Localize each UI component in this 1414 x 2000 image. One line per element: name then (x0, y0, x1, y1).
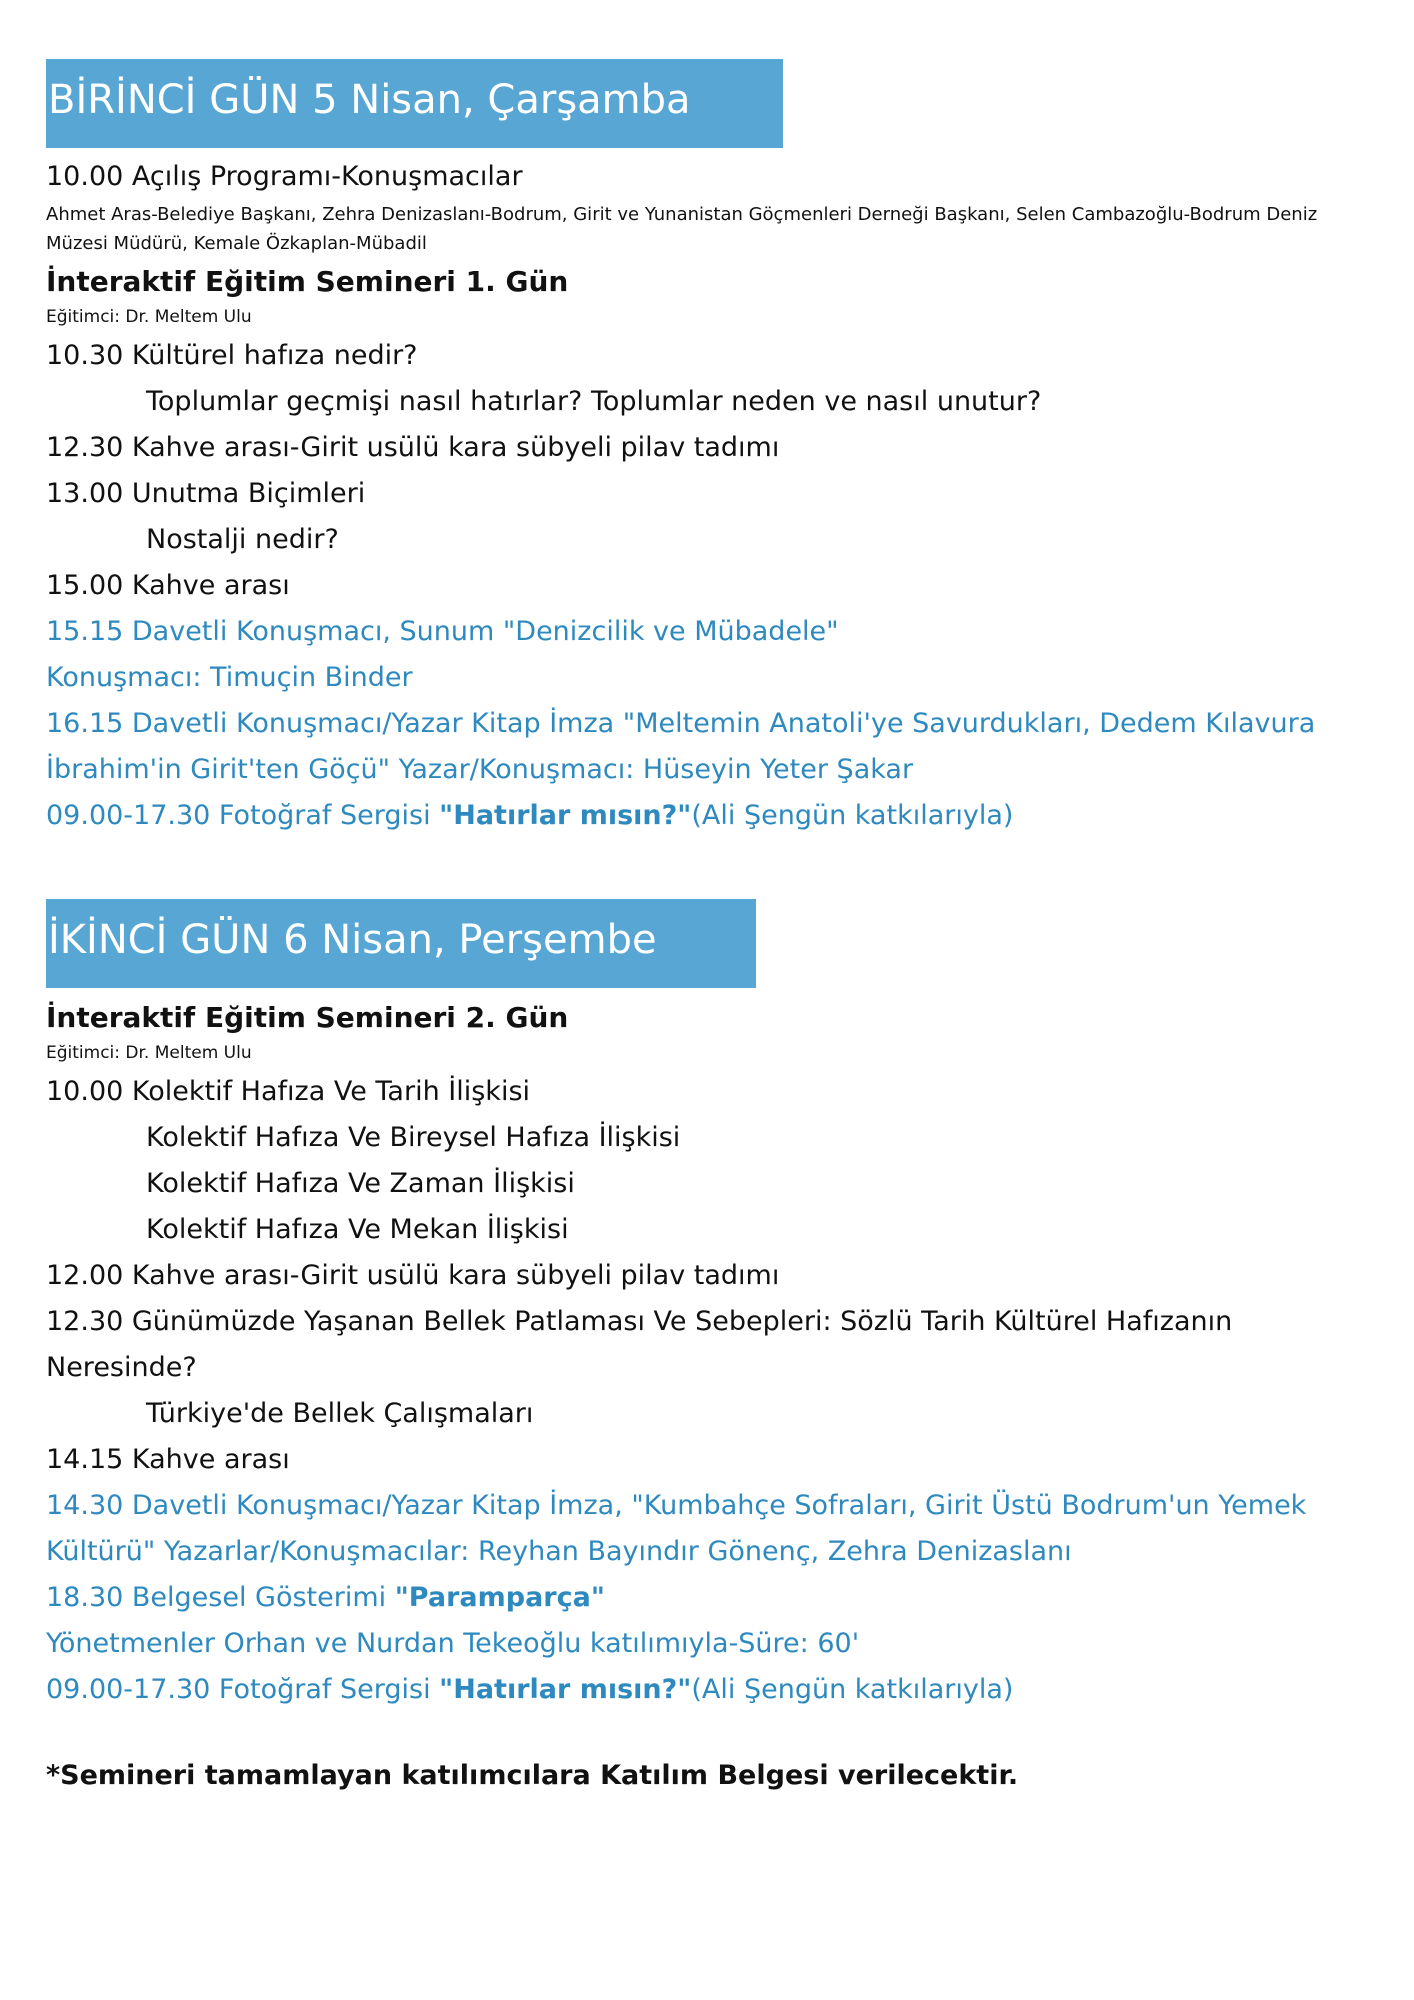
day1-sub-1300: Nostalji nedir? (146, 524, 339, 555)
day1-exhibit-prefix: 09.00-17.30 Fotoğraf Sergisi (46, 800, 440, 831)
day2-doc-title: "Paramparça" (394, 1582, 605, 1613)
day2-exhibit (46, 1667, 1366, 1713)
day2-sub-1000-c: Kolektif Hafıza Ve Mekan İlişkisi (146, 1214, 569, 1245)
day1-item-1500: 15.00 Kahve arası (46, 570, 290, 601)
program-page (46, 59, 1366, 1799)
day1-speakers: Ahmet Aras-Belediye Başkanı, Zehra Denizaslanı-Bodrum, Girit ve Yunanistan Göçmenleri Derneği Başkanı, Selen Cambazoğlu-Bodrum Deniz Müzesi Müdürü, Kemale Özkaplan-Mübadil (46, 204, 1318, 254)
day2-documentary (46, 1575, 1366, 1621)
day2-exhibit-title: "Hatırlar mısın?" (439, 1674, 692, 1705)
day1-sub-1030: Toplumlar geçmişi nasıl hatırlar? Toplumlar neden ve nasıl unutur? (146, 386, 1042, 417)
day2-sub-1000-b: Kolektif Hafıza Ve Zaman İlişkisi (146, 1168, 575, 1199)
day2-exhibit-prefix: 09.00-17.30 Fotoğraf Sergisi (46, 1674, 440, 1705)
day1-guest1-speaker: Konuşmacı: Timuçin Binder (46, 662, 413, 693)
day2-item-1200: 12.00 Kahve arası-Girit usülü kara sübyeli pilav tadımı (46, 1260, 780, 1291)
day1-item-1300: 13.00 Unutma Biçimleri (46, 478, 366, 509)
footer-note: *Semineri tamamlayan katılımcılara Katılım Belgesi verilecektir. (46, 1760, 1019, 1791)
day2-item-1415: 14.15 Kahve arası (46, 1444, 290, 1475)
day2-sub-1000-a: Kolektif Hafıza Ve Bireysel Hafıza İlişkisi (146, 1122, 681, 1153)
day1-exhibit-title: "Hatırlar mısın?" (439, 800, 692, 831)
day2-sub-1230: Türkiye'de Bellek Çalışmaları (146, 1398, 534, 1429)
day2-doc-prefix: 18.30 Belgesel Gösterimi (46, 1582, 395, 1613)
day2-seminar-title: İnteraktif Eğitim Semineri 2. Gün (46, 1001, 569, 1034)
day1-header: BİRİNCİ GÜN 5 Nisan, Çarşamba (46, 59, 783, 148)
day2-item-1000: 10.00 Kolektif Hafıza Ve Tarih İlişkisi (46, 1076, 531, 1107)
day2-directors: Yönetmenler Orhan ve Nurdan Tekeoğlu katılımıyla-Süre: 60' (46, 1628, 860, 1659)
day1-exhibit (46, 793, 1366, 839)
day2-exhibit-suffix: (Ali Şengün katkılarıyla) (691, 1674, 1014, 1705)
day2-header: İKİNCİ GÜN 6 Nisan, Perşembe (46, 899, 756, 988)
day1-seminar-title: İnteraktif Eğitim Semineri 1. Gün (46, 265, 569, 298)
day2-trainer: Eğitimci: Dr. Meltem Ulu (46, 1043, 252, 1063)
day1-guest2: 16.15 Davetli Konuşmacı/Yazar Kitap İmza "Meltemin Anatoli'ye Savurdukları, Dedem Kılavura İbrahim'in Girit'ten Göçü" Yazar/Konuşmacı: Hüseyin Yeter Şakar (46, 708, 1316, 785)
day1-opening: 10.00 Açılış Programı-Konuşmacılar (46, 161, 523, 192)
day1-trainer: Eğitimci: Dr. Meltem Ulu (46, 307, 252, 327)
day1-item-1230: 12.30 Kahve arası-Girit usülü kara sübyeli pilav tadımı (46, 432, 780, 463)
day2-guest: 14.30 Davetli Konuşmacı/Yazar Kitap İmza, "Kumbahçe Sofraları, Girit Üstü Bodrum'un Yemek Kültürü" Yazarlar/Konuşmacılar: Reyhan Bayındır Gönenç, Zehra Denizaslanı (46, 1490, 1307, 1567)
day1-exhibit-suffix: (Ali Şengün katkılarıyla) (691, 800, 1014, 831)
day1-guest1: 15.15 Davetli Konuşmacı, Sunum "Denizcilik ve Mübadele" (46, 616, 839, 647)
day1-item-1030: 10.30 Kültürel hafıza nedir? (46, 340, 418, 371)
day2-item-1230: 12.30 Günümüzde Yaşanan Bellek Patlaması Ve Sebepleri: Sözlü Tarih Kültürel Hafızanın Neresinde? (46, 1306, 1233, 1383)
